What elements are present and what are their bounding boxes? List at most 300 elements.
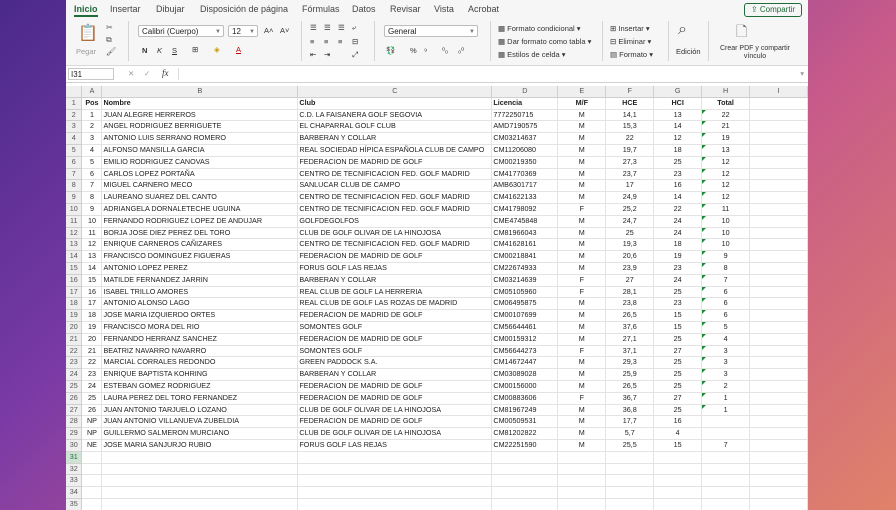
clipboard-icon[interactable]: 📋 <box>78 25 98 42</box>
currency-icon[interactable]: 💱 <box>386 46 396 55</box>
table-cell[interactable]: 37,6 <box>606 321 654 333</box>
align-bottom-icon[interactable]: ☰ <box>338 23 345 32</box>
table-cell[interactable]: 21 <box>82 345 102 357</box>
table-cell[interactable]: CM00509531 <box>492 416 558 428</box>
table-cell[interactable] <box>298 487 492 499</box>
table-cell[interactable] <box>82 487 102 499</box>
table-cell[interactable] <box>750 251 808 263</box>
table-cell[interactable]: ISABEL TRILLO AMORES <box>102 286 298 298</box>
table-cell[interactable]: 1 <box>82 109 102 121</box>
column-header[interactable]: H <box>702 86 750 97</box>
format-painter-icon[interactable]: 🖌 <box>106 47 117 56</box>
table-cell[interactable]: CENTRO DE TECNIFICACION FED. GOLF MADRID <box>298 239 492 251</box>
table-cell[interactable]: CM22251590 <box>492 439 558 451</box>
table-cell[interactable]: M <box>558 310 606 322</box>
table-cell[interactable]: 26 <box>82 404 102 416</box>
table-cell[interactable]: 23,9 <box>606 262 654 274</box>
table-cell[interactable]: FORUS GOLF LAS REJAS <box>298 439 492 451</box>
row-header[interactable]: 34 <box>66 487 82 499</box>
table-cell[interactable]: LAURA PEREZ DEL TORO FERNANDEZ <box>102 392 298 404</box>
table-cell[interactable]: M <box>558 109 606 121</box>
table-cell[interactable]: ANTONIO LUIS SERRANO ROMERO <box>102 133 298 145</box>
table-cell[interactable]: ENRIQUE BAPTISTA KOHRING <box>102 369 298 381</box>
table-cell[interactable]: CENTRO DE TECNIFICACION FED. GOLF MADRID <box>298 192 492 204</box>
table-cell[interactable]: M <box>558 416 606 428</box>
table-cell[interactable]: 24 <box>654 215 702 227</box>
table-cell[interactable]: 16 <box>82 286 102 298</box>
table-cell[interactable]: F <box>558 274 606 286</box>
table-cell[interactable]: AMD7190575 <box>492 121 558 133</box>
table-cell[interactable]: M <box>558 369 606 381</box>
row-header[interactable]: 2 <box>66 109 82 121</box>
table-cell[interactable] <box>558 475 606 487</box>
table-cell[interactable]: M <box>558 180 606 192</box>
table-cell[interactable]: 23,7 <box>606 168 654 180</box>
table-cell[interactable]: ESTEBAN GOMEZ RODRIGUEZ <box>102 380 298 392</box>
cell-styles-button[interactable]: ▦ Estilos de celda ▾ <box>498 50 566 59</box>
table-cell[interactable]: BARBERAN Y COLLAR <box>298 133 492 145</box>
indent-increase-icon[interactable]: ⇥ <box>324 50 331 59</box>
table-cell[interactable]: 25,2 <box>606 203 654 215</box>
merge-cells-icon[interactable]: ⊟ <box>352 37 359 46</box>
table-cell[interactable]: 14,1 <box>606 109 654 121</box>
table-cell[interactable]: 22 <box>82 357 102 369</box>
indent-decrease-icon[interactable]: ⇤ <box>310 50 317 59</box>
table-cell[interactable]: CME4745848 <box>492 215 558 227</box>
table-cell[interactable]: CM41622133 <box>492 192 558 204</box>
font-name-select[interactable]: Calibri (Cuerpo) ▼ <box>138 25 224 37</box>
table-cell[interactable]: 23 <box>82 369 102 381</box>
table-cell[interactable] <box>298 475 492 487</box>
table-cell[interactable] <box>750 392 808 404</box>
column-header[interactable]: A <box>82 86 102 97</box>
table-cell[interactable]: 27 <box>654 392 702 404</box>
table-cell[interactable]: CM81966043 <box>492 227 558 239</box>
table-cell[interactable]: 10 <box>702 215 750 227</box>
table-cell[interactable] <box>492 451 558 463</box>
table-cell[interactable]: 16 <box>654 180 702 192</box>
table-cell[interactable] <box>492 475 558 487</box>
table-cell[interactable]: 10 <box>702 239 750 251</box>
row-header[interactable]: 25 <box>66 380 82 392</box>
table-cell[interactable]: 25 <box>654 369 702 381</box>
table-cell[interactable]: BORJA JOSE DIEZ PEREZ DEL TORO <box>102 227 298 239</box>
table-cell[interactable]: 13 <box>82 251 102 263</box>
table-cell[interactable]: 25 <box>654 357 702 369</box>
table-cell[interactable]: 6 <box>702 310 750 322</box>
table-cell[interactable] <box>750 192 808 204</box>
table-cell[interactable]: 24,7 <box>606 215 654 227</box>
table-cell[interactable]: 24 <box>82 380 102 392</box>
row-header[interactable]: 3 <box>66 121 82 133</box>
row-header[interactable]: 33 <box>66 475 82 487</box>
table-cell[interactable]: 14 <box>654 192 702 204</box>
table-cell[interactable]: REAL CLUB DE GOLF LA HERRERIA <box>298 286 492 298</box>
row-header[interactable]: 21 <box>66 333 82 345</box>
table-cell[interactable]: 15 <box>82 274 102 286</box>
format-button[interactable]: ▤ Formato ▾ <box>610 50 653 59</box>
align-right-icon[interactable]: ≡ <box>338 37 343 46</box>
function-icon[interactable]: fx <box>162 68 169 78</box>
table-cell[interactable] <box>750 121 808 133</box>
table-cell[interactable]: ENRIQUE CARNEROS CAÑIZARES <box>102 239 298 251</box>
table-cell[interactable]: 13 <box>654 109 702 121</box>
table-cell[interactable]: 10 <box>702 227 750 239</box>
table-header-cell[interactable]: Club <box>298 97 492 109</box>
table-cell[interactable] <box>606 463 654 475</box>
table-cell[interactable] <box>606 498 654 510</box>
table-format-button[interactable]: ▦ Dar formato como tabla ▾ <box>498 37 592 46</box>
table-cell[interactable]: REAL SOCIEDAD HÍPICA ESPAÑOLA CLUB DE CAMPO <box>298 144 492 156</box>
row-header[interactable]: 6 <box>66 156 82 168</box>
table-cell[interactable]: 29,3 <box>606 357 654 369</box>
table-cell[interactable]: 4 <box>702 333 750 345</box>
table-cell[interactable]: CM41798092 <box>492 203 558 215</box>
table-cell[interactable]: CM00218841 <box>492 251 558 263</box>
table-cell[interactable]: M <box>558 227 606 239</box>
table-cell[interactable]: NP <box>82 428 102 440</box>
table-cell[interactable]: 23 <box>654 262 702 274</box>
table-cell[interactable]: FEDERACION DE MADRID DE GOLF <box>298 333 492 345</box>
table-cell[interactable]: CM03214637 <box>492 133 558 145</box>
table-cell[interactable]: SANLUCAR CLUB DE CAMPO <box>298 180 492 192</box>
table-cell[interactable] <box>702 463 750 475</box>
table-cell[interactable]: M <box>558 144 606 156</box>
table-cell[interactable]: BARBERAN Y COLLAR <box>298 274 492 286</box>
tab-2[interactable]: Dibujar <box>156 4 185 14</box>
table-cell[interactable]: 12 <box>702 168 750 180</box>
table-cell[interactable]: F <box>558 286 606 298</box>
table-cell[interactable] <box>750 144 808 156</box>
table-cell[interactable] <box>750 439 808 451</box>
table-cell[interactable]: ANTONIO LOPEZ PEREZ <box>102 262 298 274</box>
table-cell[interactable]: 19 <box>702 133 750 145</box>
column-header[interactable]: I <box>750 86 808 97</box>
table-cell[interactable]: 36,7 <box>606 392 654 404</box>
table-cell[interactable]: C.D. LA FAISANERA GOLF SEGOVIA <box>298 109 492 121</box>
table-cell[interactable]: 25 <box>654 333 702 345</box>
table-cell[interactable]: M <box>558 357 606 369</box>
column-header[interactable]: E <box>558 86 606 97</box>
table-cell[interactable]: 18 <box>82 310 102 322</box>
table-cell[interactable]: M <box>558 333 606 345</box>
table-cell[interactable]: CM22674933 <box>492 262 558 274</box>
row-header[interactable]: 8 <box>66 180 82 192</box>
table-cell[interactable] <box>298 451 492 463</box>
row-header[interactable]: 20 <box>66 321 82 333</box>
table-cell[interactable]: GOLFDEGOLFOS <box>298 215 492 227</box>
table-cell[interactable]: 27,3 <box>606 156 654 168</box>
borders-icon[interactable]: ⊞ <box>192 45 199 54</box>
table-cell[interactable]: JUAN ALEGRE HERREROS <box>102 109 298 121</box>
table-cell[interactable]: 27 <box>606 274 654 286</box>
table-cell[interactable]: 12 <box>702 180 750 192</box>
table-cell[interactable]: M <box>558 192 606 204</box>
table-cell[interactable]: M <box>558 439 606 451</box>
row-header[interactable]: 7 <box>66 168 82 180</box>
table-cell[interactable] <box>750 168 808 180</box>
table-cell[interactable]: 15 <box>654 310 702 322</box>
table-cell[interactable]: CM03214639 <box>492 274 558 286</box>
table-cell[interactable]: AMB6301717 <box>492 180 558 192</box>
table-cell[interactable] <box>750 487 808 499</box>
tab-5[interactable]: Datos <box>352 4 376 14</box>
table-cell[interactable]: 12 <box>654 133 702 145</box>
tab-8[interactable]: Acrobat <box>468 4 500 14</box>
fill-color-icon[interactable]: ◈ <box>214 45 220 54</box>
row-header[interactable]: 5 <box>66 144 82 156</box>
paste-label[interactable]: Pegar <box>76 47 97 56</box>
table-cell[interactable]: 3 <box>702 369 750 381</box>
table-cell[interactable] <box>750 463 808 475</box>
table-cell[interactable]: CM00159312 <box>492 333 558 345</box>
table-cell[interactable]: FEDERACION DE MADRID DE GOLF <box>298 310 492 322</box>
search-icon[interactable]: ⌕ <box>678 21 687 38</box>
table-header-cell[interactable]: HCE <box>606 97 654 109</box>
table-cell[interactable]: 37,1 <box>606 345 654 357</box>
select-all-corner[interactable] <box>66 86 82 97</box>
decrease-decimal-icon[interactable]: ₀⁰ <box>458 46 465 55</box>
table-cell[interactable] <box>654 487 702 499</box>
row-header[interactable]: 1 <box>66 97 82 109</box>
column-header[interactable]: C <box>298 86 492 97</box>
table-cell[interactable]: REAL CLUB DE GOLF LAS ROZAS DE MADRID <box>298 298 492 310</box>
column-header[interactable]: D <box>492 86 558 97</box>
tab-1[interactable]: Insertar <box>110 4 141 14</box>
table-cell[interactable]: M <box>558 156 606 168</box>
table-cell[interactable]: 4 <box>654 428 702 440</box>
table-cell[interactable] <box>750 357 808 369</box>
column-header[interactable]: F <box>606 86 654 97</box>
table-cell[interactable]: 7 <box>82 180 102 192</box>
table-cell[interactable]: 22 <box>654 203 702 215</box>
name-box[interactable]: I31 <box>68 68 114 80</box>
table-cell[interactable]: M <box>558 262 606 274</box>
table-cell[interactable]: 14 <box>82 262 102 274</box>
table-cell[interactable] <box>750 274 808 286</box>
table-header-cell[interactable]: Licencia <box>492 97 558 109</box>
row-header[interactable]: 18 <box>66 298 82 310</box>
table-cell[interactable]: F <box>558 345 606 357</box>
table-cell[interactable]: GUILLERMO SALMERON MURCIANO <box>102 428 298 440</box>
table-cell[interactable]: 25 <box>654 286 702 298</box>
copy-icon[interactable]: ⧉ <box>106 35 112 44</box>
table-cell[interactable]: 13 <box>702 144 750 156</box>
table-cell[interactable]: 6 <box>82 168 102 180</box>
table-cell[interactable]: 23 <box>654 168 702 180</box>
table-cell[interactable]: 26,5 <box>606 380 654 392</box>
table-cell[interactable] <box>606 451 654 463</box>
table-cell[interactable]: 21 <box>702 121 750 133</box>
table-cell[interactable]: NE <box>82 439 102 451</box>
table-cell[interactable]: 6 <box>702 286 750 298</box>
table-cell[interactable] <box>750 215 808 227</box>
table-cell[interactable] <box>750 498 808 510</box>
table-cell[interactable] <box>82 475 102 487</box>
wrap-text-icon[interactable]: ⤶ <box>352 23 357 32</box>
table-cell[interactable]: 27 <box>654 345 702 357</box>
column-header[interactable]: B <box>102 86 298 97</box>
table-cell[interactable]: M <box>558 428 606 440</box>
increase-decimal-icon[interactable]: ⁰₀ <box>442 46 449 55</box>
tab-6[interactable]: Revisar <box>390 4 421 14</box>
table-cell[interactable] <box>750 180 808 192</box>
row-header[interactable]: 17 <box>66 286 82 298</box>
table-cell[interactable] <box>750 475 808 487</box>
table-cell[interactable]: 12 <box>702 192 750 204</box>
align-left-icon[interactable]: ≡ <box>310 37 315 46</box>
table-cell[interactable]: ALFONSO MANSILLA GARCIA <box>102 144 298 156</box>
table-cell[interactable] <box>558 487 606 499</box>
table-cell[interactable]: 25,5 <box>606 439 654 451</box>
row-header[interactable]: 29 <box>66 428 82 440</box>
table-cell[interactable]: 16 <box>654 416 702 428</box>
table-cell[interactable] <box>492 498 558 510</box>
table-cell[interactable] <box>298 498 492 510</box>
align-middle-icon[interactable]: ☰ <box>324 23 331 32</box>
table-cell[interactable]: 15,3 <box>606 121 654 133</box>
table-cell[interactable] <box>492 463 558 475</box>
table-cell[interactable]: MARCIAL CORRALES REDONDO <box>102 357 298 369</box>
table-cell[interactable]: 25 <box>654 156 702 168</box>
cut-icon[interactable]: ✂ <box>106 23 113 32</box>
table-cell[interactable]: 19 <box>82 321 102 333</box>
delete-button[interactable]: ⊟ Eliminar ▾ <box>610 37 652 46</box>
table-cell[interactable]: 5 <box>702 321 750 333</box>
table-cell[interactable] <box>654 475 702 487</box>
table-cell[interactable] <box>702 451 750 463</box>
share-button[interactable]: ⇪ Compartir <box>744 3 802 17</box>
table-cell[interactable]: 11 <box>82 227 102 239</box>
table-cell[interactable]: 26,5 <box>606 310 654 322</box>
table-cell[interactable]: 17,7 <box>606 416 654 428</box>
table-cell[interactable]: CM00156000 <box>492 380 558 392</box>
table-cell[interactable]: 3 <box>702 357 750 369</box>
underline-button[interactable]: S <box>172 46 178 55</box>
table-cell[interactable] <box>750 262 808 274</box>
table-cell[interactable]: SOMONTES GOLF <box>298 345 492 357</box>
table-cell[interactable]: CM81967249 <box>492 404 558 416</box>
table-cell[interactable] <box>750 203 808 215</box>
thousands-separator-icon[interactable]: ⁹ <box>424 46 428 55</box>
table-cell[interactable]: EMILIO RODRIGUEZ CANOVAS <box>102 156 298 168</box>
cancel-icon[interactable]: ✕ <box>128 69 135 78</box>
expand-formula-icon[interactable]: ▾ <box>800 69 804 78</box>
column-header[interactable]: G <box>654 86 702 97</box>
table-cell[interactable]: M <box>558 380 606 392</box>
table-cell[interactable]: 25 <box>654 380 702 392</box>
row-header[interactable]: 27 <box>66 404 82 416</box>
table-cell[interactable] <box>750 333 808 345</box>
table-cell[interactable]: 18 <box>654 239 702 251</box>
row-header[interactable]: 13 <box>66 239 82 251</box>
table-cell[interactable] <box>750 404 808 416</box>
row-header[interactable]: 30 <box>66 439 82 451</box>
table-cell[interactable]: 1 <box>702 392 750 404</box>
insert-button[interactable]: ⊞ Insertar ▾ <box>610 24 650 33</box>
table-header-cell[interactable]: Pos <box>82 97 102 109</box>
table-header-cell[interactable]: HCI <box>654 97 702 109</box>
align-center-icon[interactable]: ≡ <box>324 37 329 46</box>
font-color-icon[interactable]: A <box>236 45 242 54</box>
table-cell[interactable]: BARBERAN Y COLLAR <box>298 369 492 381</box>
table-cell[interactable]: 3 <box>82 133 102 145</box>
row-header[interactable]: 28 <box>66 416 82 428</box>
table-cell[interactable]: 12 <box>82 239 102 251</box>
table-cell[interactable]: 19,7 <box>606 144 654 156</box>
table-cell[interactable]: CM11206080 <box>492 144 558 156</box>
table-cell[interactable] <box>102 498 298 510</box>
table-cell[interactable]: M <box>558 121 606 133</box>
table-cell[interactable] <box>102 451 298 463</box>
table-cell[interactable] <box>654 451 702 463</box>
table-cell[interactable]: 25 <box>654 404 702 416</box>
table-cell[interactable]: JOSE MARIA SANJURJO RUBIO <box>102 439 298 451</box>
table-cell[interactable]: FEDERACION DE MADRID DE GOLF <box>298 392 492 404</box>
font-grow-icon[interactable]: A˄ <box>264 26 274 35</box>
font-size-select[interactable]: 12 ▼ <box>228 25 258 37</box>
table-cell[interactable]: 10 <box>82 215 102 227</box>
table-cell[interactable]: M <box>558 133 606 145</box>
table-cell[interactable]: M <box>558 168 606 180</box>
table-cell[interactable]: FRANCISCO MORA DEL RIO <box>102 321 298 333</box>
create-pdf-label[interactable]: Crear PDF y compartir vínculo <box>719 45 790 60</box>
table-cell[interactable]: 24,9 <box>606 192 654 204</box>
table-cell[interactable]: CM00107699 <box>492 310 558 322</box>
table-cell[interactable]: FEDERACION DE MADRID DE GOLF <box>298 251 492 263</box>
table-cell[interactable]: CARLOS LOPEZ PORTAÑA <box>102 168 298 180</box>
table-cell[interactable]: 25 <box>82 392 102 404</box>
table-cell[interactable]: 36,8 <box>606 404 654 416</box>
tab-4[interactable]: Fórmulas <box>302 4 340 14</box>
table-cell[interactable]: 7772250715 <box>492 109 558 121</box>
table-cell[interactable]: 3 <box>702 345 750 357</box>
table-header-cell[interactable] <box>750 97 808 109</box>
bold-button[interactable]: N <box>142 46 148 55</box>
table-cell[interactable]: MIGUEL CARNERO MECO <box>102 180 298 192</box>
table-cell[interactable]: 7 <box>702 439 750 451</box>
table-cell[interactable]: 28,1 <box>606 286 654 298</box>
table-cell[interactable]: CM05105960 <box>492 286 558 298</box>
table-cell[interactable] <box>102 475 298 487</box>
table-cell[interactable]: F <box>558 203 606 215</box>
table-cell[interactable]: FRANCISCO DOMINGUEZ FIGUERAS <box>102 251 298 263</box>
table-cell[interactable]: 24 <box>654 274 702 286</box>
table-cell[interactable]: EL CHAPARRAL GOLF CLUB <box>298 121 492 133</box>
table-cell[interactable]: ANGEL RODRIGUEZ BERRIGUETE <box>102 121 298 133</box>
row-header[interactable]: 23 <box>66 357 82 369</box>
row-header[interactable]: 10 <box>66 203 82 215</box>
table-cell[interactable] <box>606 475 654 487</box>
table-cell[interactable] <box>702 416 750 428</box>
table-cell[interactable]: 19 <box>654 251 702 263</box>
table-cell[interactable] <box>750 227 808 239</box>
table-cell[interactable]: CM41628161 <box>492 239 558 251</box>
table-cell[interactable] <box>750 416 808 428</box>
orientation-icon[interactable]: ⤢ <box>352 50 358 59</box>
table-cell[interactable]: BEATRIZ NAVARRO NAVARRO <box>102 345 298 357</box>
table-cell[interactable]: 9 <box>82 203 102 215</box>
table-cell[interactable]: M <box>558 215 606 227</box>
table-cell[interactable] <box>102 463 298 475</box>
table-cell[interactable] <box>82 463 102 475</box>
row-header[interactable]: 12 <box>66 227 82 239</box>
tab-3[interactable]: Disposición de página <box>200 4 289 14</box>
table-cell[interactable] <box>750 369 808 381</box>
table-cell[interactable] <box>558 451 606 463</box>
table-cell[interactable] <box>750 451 808 463</box>
italic-button[interactable]: K <box>157 46 163 55</box>
